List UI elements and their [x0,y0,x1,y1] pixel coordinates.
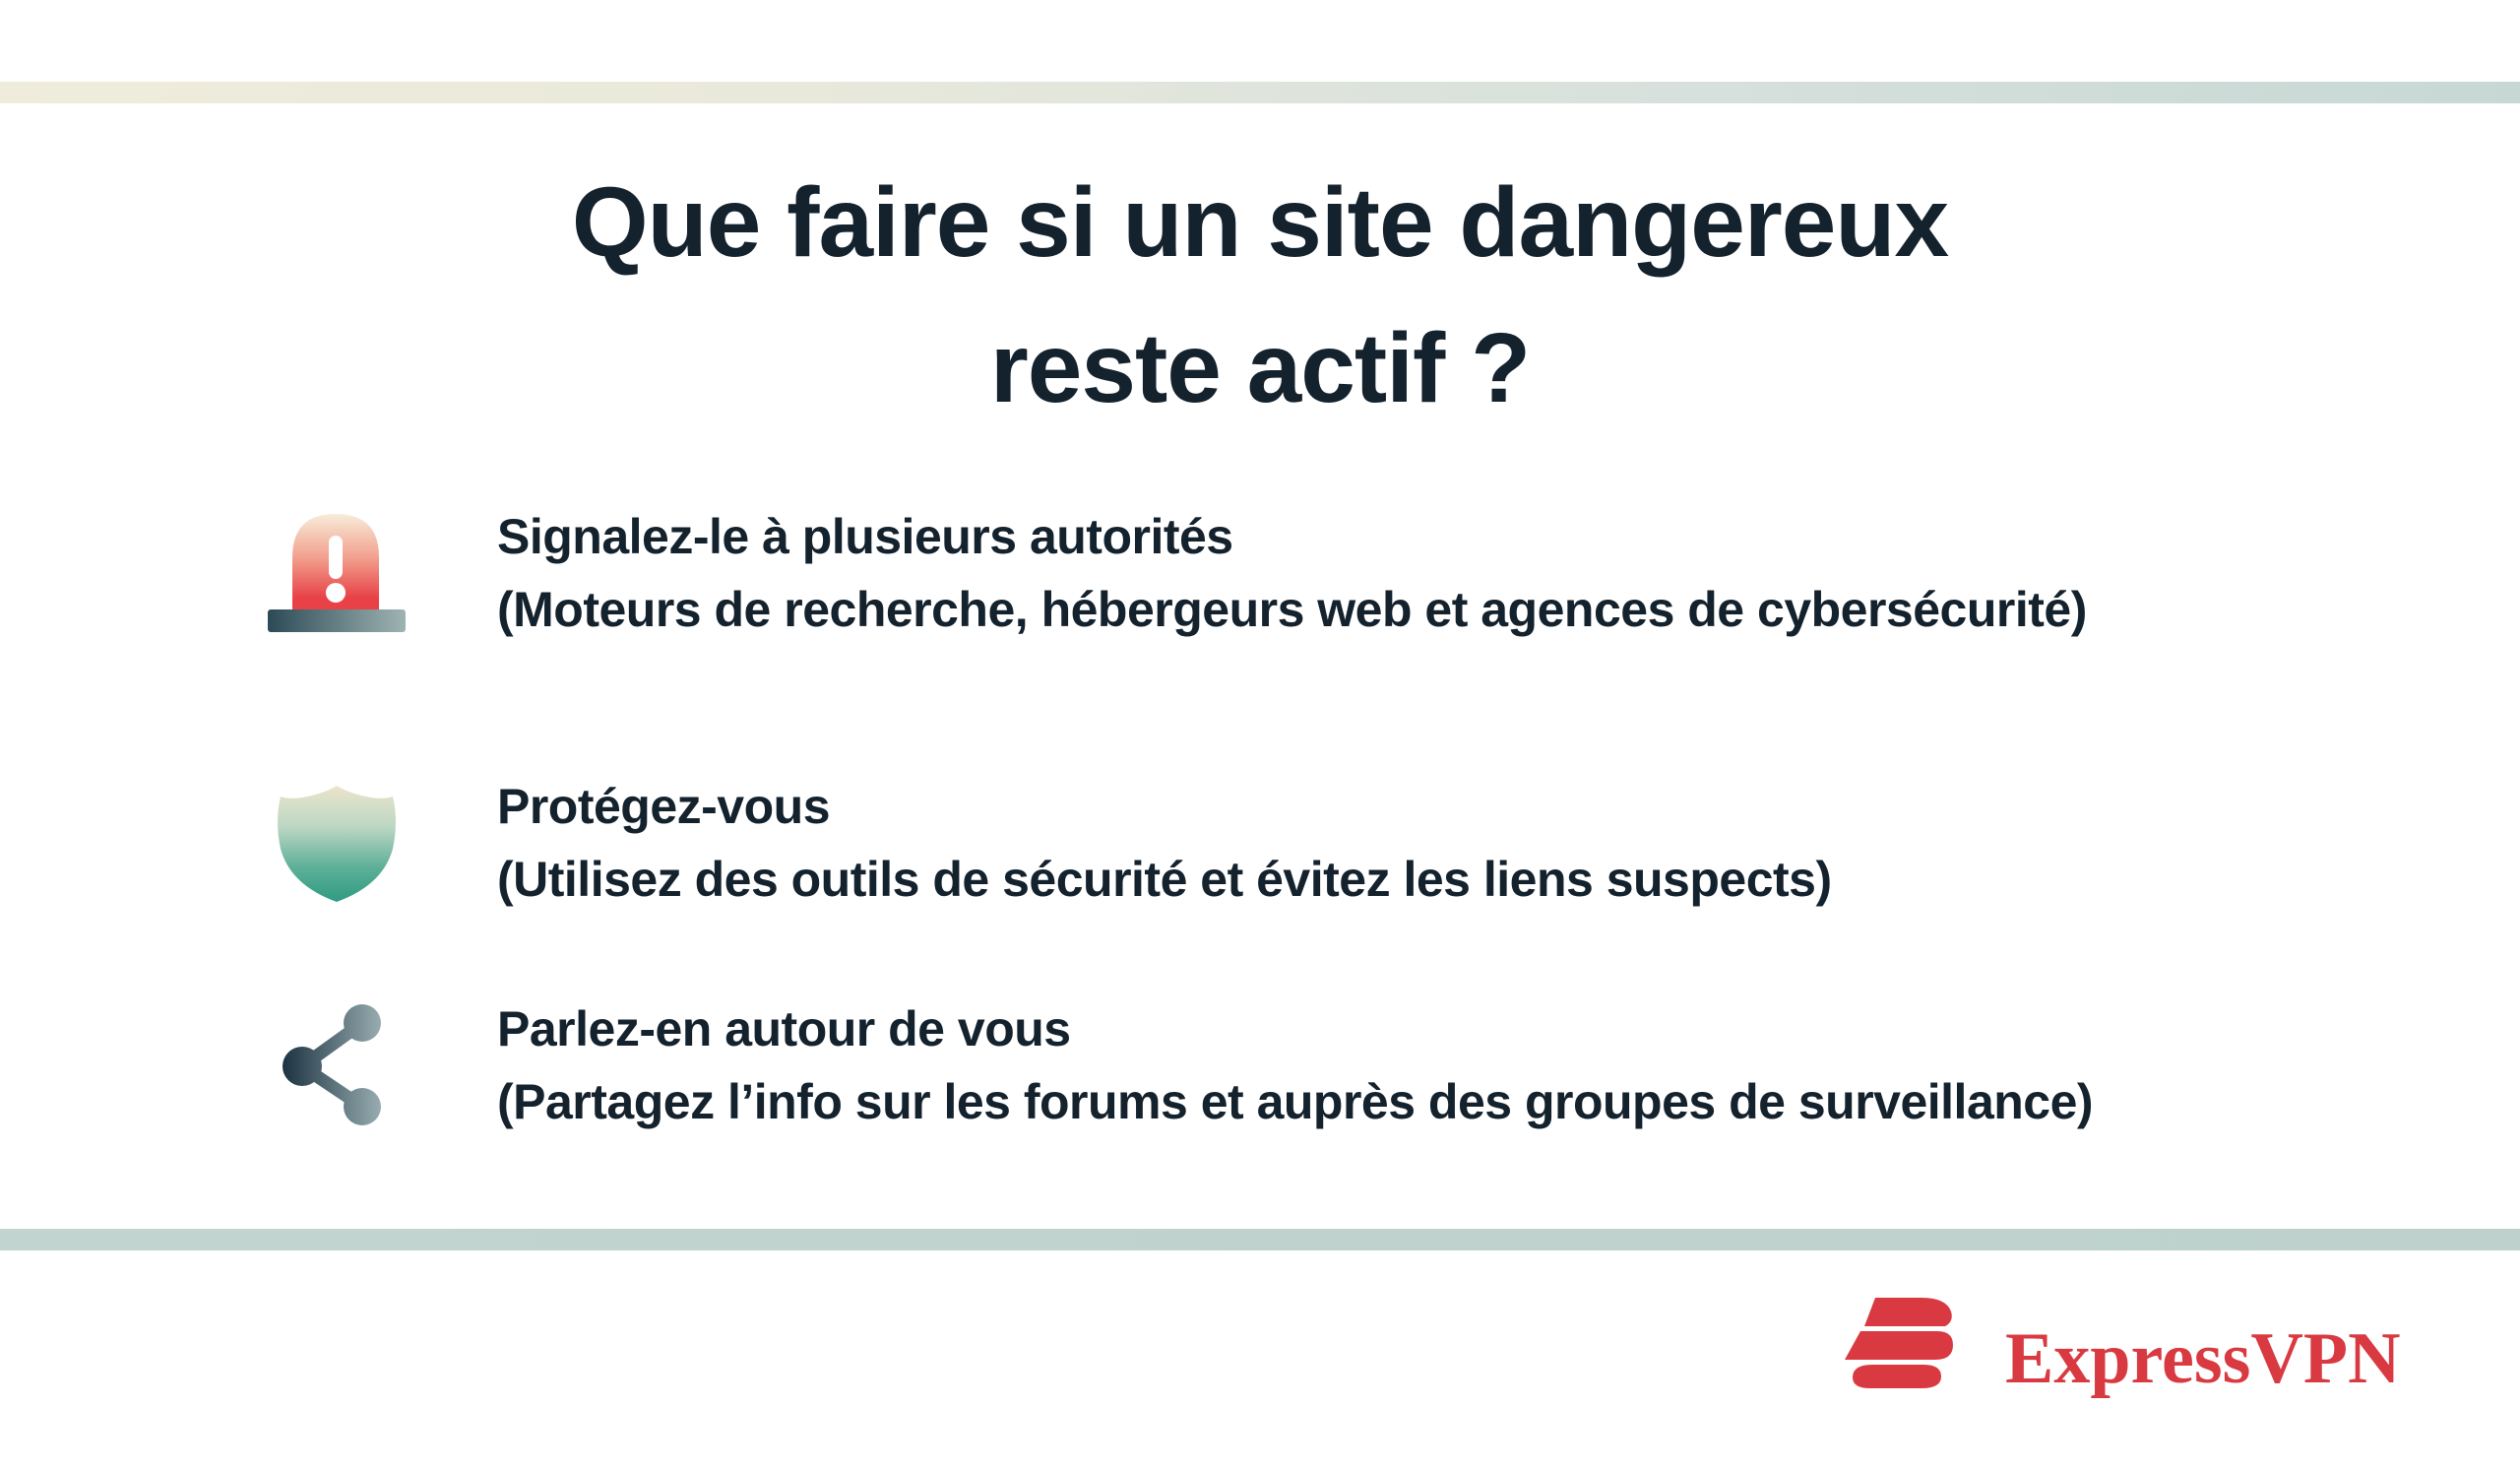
item-report [263,500,2087,646]
item-protect-subtitle: (Utilisez des outils de sécurité et évitez les liens suspects) [497,852,1832,907]
item-share-subtitle: (Partagez l’info sur les forums et auprès des groupes de surveillance) [497,1074,2094,1129]
item-report-subtitle: (Moteurs de recherche, hébergeurs web et agences de cybersécurité) [497,582,2087,637]
expressvpn-logomark-icon [1843,1298,1956,1393]
item-protect-title: Protégez-vous [497,779,831,834]
item-report-title: Signalez-le à plusieurs autorités [497,509,1233,564]
expressvpn-wordmark: ExpressVPN [2005,1318,2401,1399]
top-accent-band [0,82,2520,103]
item-protect-text [497,770,1832,916]
shield-icon [263,782,410,905]
bottom-accent-band [0,1229,2520,1250]
page-title [0,150,2520,441]
item-share-text [497,992,2093,1138]
item-share [263,992,2093,1138]
alarm-siren-icon [263,514,410,632]
page-title-line2: reste actif ? [989,313,1531,423]
page-title-line1: Que faire si un site dangereux [571,167,1949,278]
item-share-title: Parlez-en autour de vous [497,1001,1071,1056]
item-protect [263,770,1832,916]
item-report-text [497,500,2087,646]
share-icon [263,1001,410,1129]
